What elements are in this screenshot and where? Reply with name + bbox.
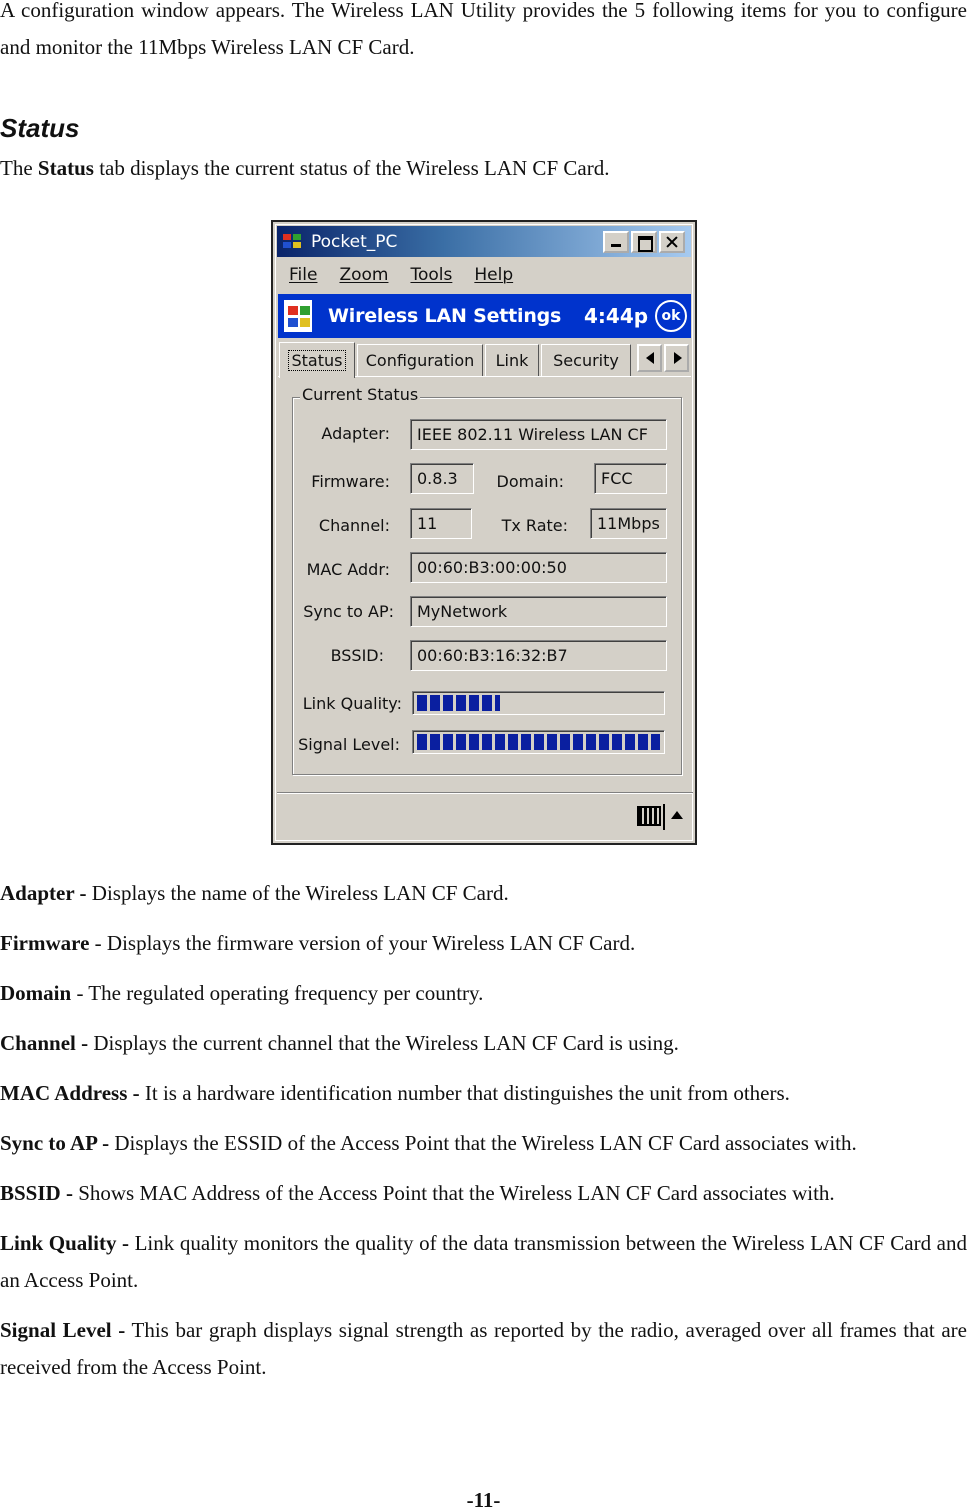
channel-label: Channel: (318, 516, 390, 535)
link-quality-label: Link Quality: (302, 694, 402, 713)
menu-file[interactable]: File (289, 265, 318, 285)
input-menu-arrow-icon[interactable] (671, 811, 683, 819)
definition-list (0, 875, 967, 1399)
status-heading: Status (0, 113, 80, 143)
definition-bssid: BSSID - Shows MAC Address of the Access Point that the Wireless LAN CF Card associates with. (0, 1181, 835, 1205)
tx-rate-value: 11Mbps (590, 508, 667, 539)
definition-adapter: Adapter - Displays the name of the Wireless LAN CF Card. (0, 881, 509, 905)
adapter-value: IEEE 802.11 Wireless LAN CF (410, 419, 667, 450)
tab-scroll-right-button[interactable] (664, 344, 689, 372)
definition-channel: Channel - Displays the current channel that the Wireless LAN CF Card is using. (0, 1031, 679, 1055)
adapter-label: Adapter: (321, 424, 390, 443)
bssid-label: BSSID: (330, 646, 384, 665)
menu-tools[interactable]: Tools (410, 265, 453, 285)
tab-strip (279, 342, 691, 376)
mac-addr-value: 00:60:B3:00:00:50 (410, 552, 667, 583)
tab-status[interactable]: Status (279, 342, 355, 378)
domain-label: Domain: (496, 472, 564, 491)
status-description: The Status tab displays the current status of the Wireless LAN CF Card. (0, 156, 610, 180)
maximize-button[interactable] (631, 231, 657, 253)
definition-link-quality: Link Quality - Link quality monitors the quality of the data transmission between the Wireless LAN CF Card and an Access Point. (0, 1231, 967, 1292)
group-title: Current Status (302, 385, 419, 404)
link-quality-bar (412, 691, 665, 715)
bssid-value: 00:60:B3:16:32:B7 (410, 640, 667, 671)
ok-button[interactable]: ok (655, 300, 687, 332)
definition-sync-to-ap: Sync to AP - Displays the ESSID of the Access Point that the Wireless LAN CF Card associates with. (0, 1131, 857, 1155)
channel-value: 11 (410, 508, 472, 539)
link-quality-fill (417, 695, 500, 711)
window-title: Pocket_PC (311, 231, 398, 252)
page-number: -11- (466, 1488, 501, 1509)
domain-value: FCC (594, 463, 667, 494)
keyboard-icon[interactable] (637, 806, 661, 826)
status-panel (278, 376, 691, 781)
definition-firmware: Firmware - Displays the firmware version of your Wireless LAN CF Card. (0, 931, 636, 955)
minimize-button[interactable] (603, 231, 629, 253)
start-flag-icon[interactable] (282, 298, 314, 334)
pocket-pc-window (271, 220, 697, 845)
mac-addr-label: MAC Addr: (306, 560, 390, 579)
tx-rate-label: Tx Rate: (501, 516, 568, 535)
app-header (278, 294, 691, 338)
current-status-group (292, 397, 682, 775)
definition-signal-level: Signal Level - This bar graph displays signal strength as reported by the radio, averaged over all frames that are received from the Access Point. (0, 1318, 967, 1379)
title-bar (277, 226, 691, 257)
intro-paragraph: A configuration window appears. The Wireless LAN Utility provides the 5 following items for you to configure and monitor the 11Mbps Wireless LAN CF Card. (0, 0, 967, 59)
tab-link[interactable]: Link (485, 344, 539, 376)
firmware-label: Firmware: (311, 472, 390, 491)
signal-level-label: Signal Level: (298, 735, 400, 754)
definition-domain: Domain - The regulated operating frequency per country. (0, 981, 484, 1005)
definition-mac-address: MAC Address - It is a hardware identification number that distinguishes the unit from others. (0, 1081, 790, 1105)
tab-scroll-left-button[interactable] (637, 344, 662, 372)
app-title: Wireless LAN Settings (328, 305, 562, 327)
tab-security[interactable]: Security (541, 344, 631, 376)
menu-zoom[interactable]: Zoom (339, 265, 389, 285)
firmware-value: 0.8.3 (410, 463, 474, 494)
signal-level-fill (417, 734, 660, 750)
sync-to-ap-value: MyNetwork (410, 596, 667, 627)
signal-level-bar (412, 730, 665, 754)
clock: 4:44p (584, 304, 649, 328)
tab-configuration[interactable]: Configuration (357, 344, 483, 376)
menu-help[interactable]: Help (474, 265, 514, 285)
close-button[interactable] (659, 231, 685, 253)
sync-to-ap-label: Sync to AP: (303, 602, 394, 621)
menu-bar (277, 260, 691, 290)
windows-logo-icon (283, 234, 305, 250)
taskbar (277, 798, 693, 842)
